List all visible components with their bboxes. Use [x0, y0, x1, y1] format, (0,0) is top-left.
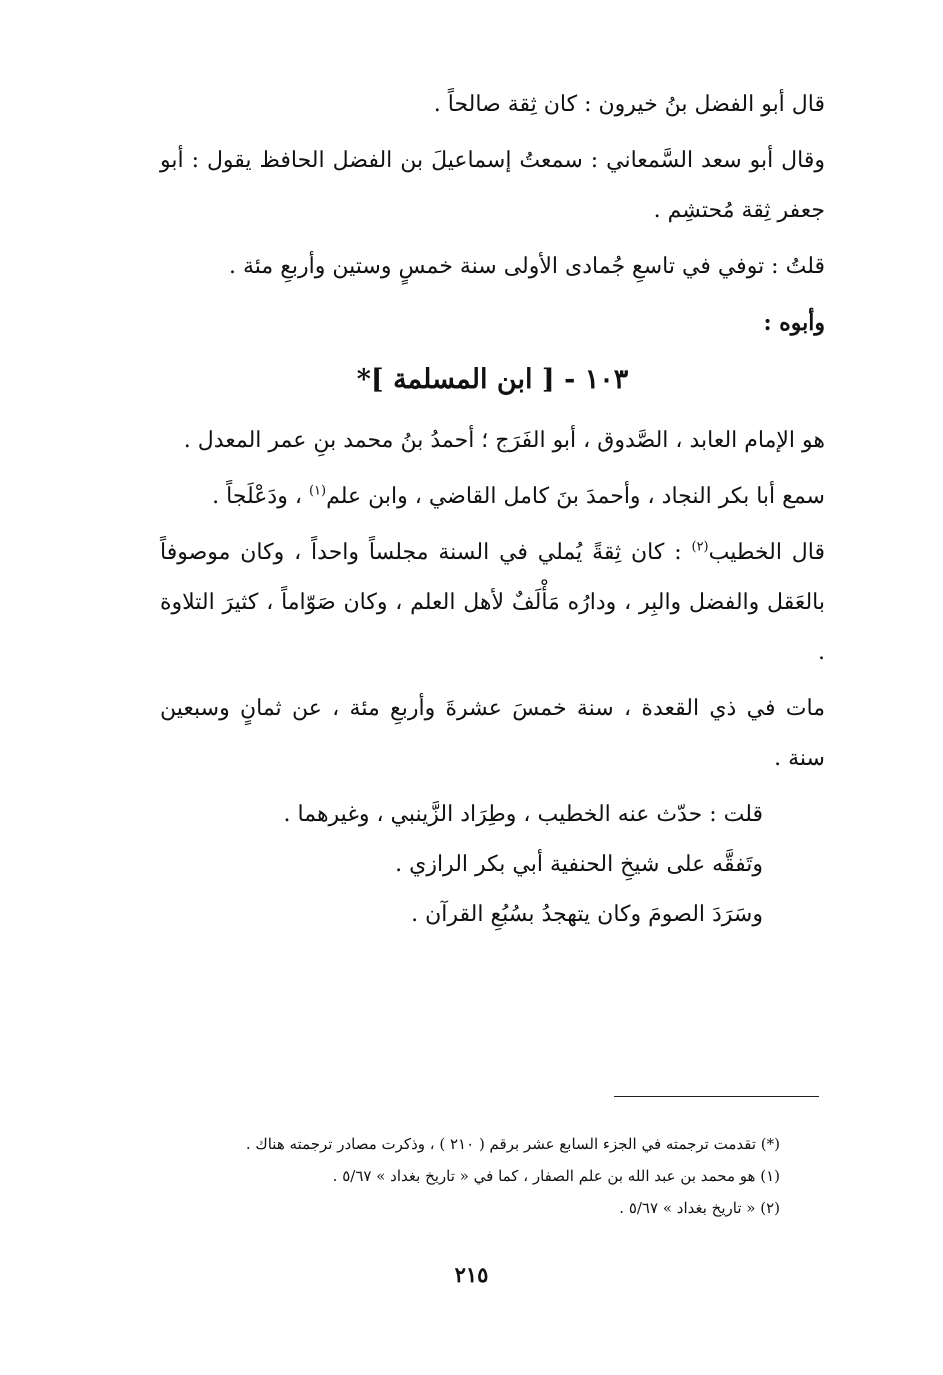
footnote-ref: (١): [308, 483, 327, 499]
paragraph-text: قال الخطيب: [708, 540, 825, 565]
page-number: ٢١٥: [454, 1262, 489, 1287]
paragraph: هو الإمام العابد ، الصَّدوق ، أبو الفَرَج ؛ أحمدُ بنُ محمد بنِ عمر المعدل .: [183, 428, 825, 453]
paragraph-text: ، ودَعْلَجاً .: [212, 484, 309, 509]
main-text: [160, 80, 825, 940]
paragraph: قال أبو الفضل بنُ خيرون : كان ثِقة صالحاً .: [433, 92, 825, 117]
footnote-ref: (٢): [691, 539, 709, 555]
footnote: (١) هو محمد بن عبد الله بن علم الصفار ، كما في « تاريخ بغداد » ٥/٦٧ .: [332, 1167, 780, 1185]
footnote: (٢) « تاريخ بغداد » ٥/٦٧ .: [619, 1199, 780, 1217]
paragraph: قلت : حدّث عنه الخطيب ، وطِرَاد الزَّينبي ، وغيرهما .: [283, 802, 763, 827]
paragraph: قلتُ : توفي في تاسعِ جُمادى الأولى سنة خمسٍ وستين وأربعِ مئة .: [229, 254, 825, 279]
paragraph: وسَرَدَ الصومَ وكان يتهجدُ بسُبُعِ القرآن .: [411, 902, 763, 927]
paragraph: وأبوه :: [763, 310, 825, 336]
footnote-divider: [614, 1096, 819, 1097]
paragraph: وقال أبو سعد السَّمعاني : سمعتُ إسماعيلَ بن الفضل الحافظ يقول : أبو جعفر ثِقة مُحتشِم .: [160, 148, 825, 223]
paragraph-text: : كان ثِقةً يُملي في السنة مجلساً واحداً ، وكان موصوفاً بالعَقل والفضل والبِر ، ودارُه مَأْلَفٌ لأهل العلم ، وكان صَوّاماً ، كثيرَ التلاوة .: [160, 540, 825, 665]
paragraph: [160, 472, 825, 522]
footnote: (*) تقدمت ترجمته في الجزء السابع عشر برقم ( ٢١٠ ) ، وذكرت مصادر ترجمته هناك .: [245, 1135, 780, 1153]
entry-heading: ١٠٣ - [ ابن المسلمة ]*: [356, 364, 629, 395]
paragraph-text: سمع أبا بكر النجاد ، وأحمدَ بنَ كامل القاضي ، وابن علم: [326, 484, 825, 509]
paragraph: وتَفقَّه على شيخِ الحنفية أبي بكر الرازي .: [395, 852, 763, 877]
footnotes: [160, 1128, 780, 1224]
paragraph: [160, 528, 825, 678]
paragraph: مات في ذي القعدة ، سنة خمسَ عشرةَ وأربعِ مئة ، عن ثمانٍ وسبعين سنة .: [160, 696, 825, 771]
